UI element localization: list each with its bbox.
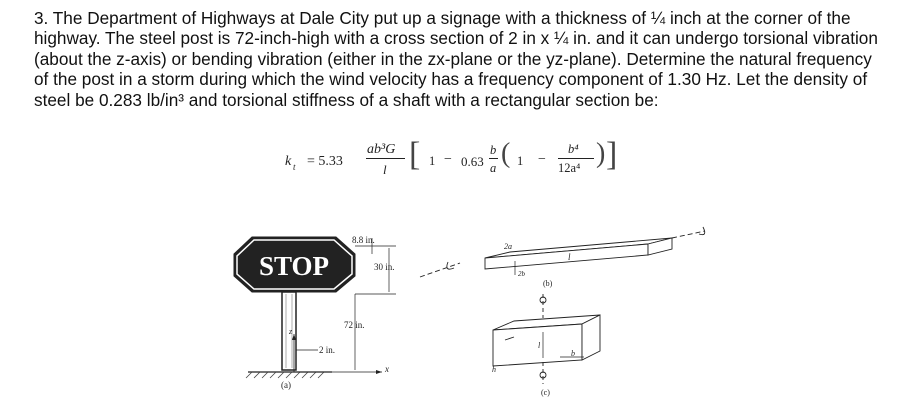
beam-b [420,227,705,277]
left-paren: ( [501,138,511,169]
right-paren: ) [596,138,606,169]
beam-c-label-h: h [492,365,496,374]
dim-post-width-label: 2 in. [319,345,336,355]
formula-minus-1: − [444,152,452,167]
right-bracket: ] [606,136,618,173]
formula-denominator-2: 12a⁴ [558,161,581,175]
beam-c [493,294,600,384]
dim-post-height-label: 72 in. [344,320,365,330]
figure-b-caption: (b) [543,279,553,288]
formula-one: 1 [429,154,436,168]
formula-equals-coefficient: = 5.33 [307,154,343,169]
formula-numerator-2: b⁴ [568,142,579,156]
beam-b-label-l: l [568,252,571,262]
formula-one-2: 1 [517,154,524,168]
dim-sign-width-label: 8.8 in. [352,235,375,245]
problem-statement: 3. The Department of Highways at Dale City put up a signage with a thickness of ¼ inch at the corner of the highway. The steel post is 72-inch-high with a cross section of 2 in x ¼ in. and it can undergo torsional vibration (about the z-axis) or bending vibration (either in the zx-plane or the yz-plane). Determine the natural frequency of the post in a storm during which the wind velocity has a frequency component of 1.30 Hz. Let the density of steel be 0.283 lb/in³ and torsional stiffness of a shaft with a rectangular section be: [34,8,878,110]
beam-b-label-2a: 2a [504,242,512,251]
formula-numerator-1: ab³G [367,142,396,157]
beam-c-label-b: b [571,349,575,358]
left-bracket: [ [409,136,421,173]
x-axis-label: x [385,364,389,374]
figure-c-caption: (c) [541,388,550,397]
beam-b-label-2b: 2b [518,270,525,278]
dim-sign-height-label: 30 in. [374,262,395,272]
formula-a: a [490,161,497,175]
stop-sign-assembly [234,237,396,378]
formula-minus-2: − [538,152,546,167]
stop-sign-text: STOP [258,251,330,281]
z-axis-label: z [289,327,293,336]
formula-lhs: k [285,154,292,169]
formula-lhs-subscript: t [293,162,296,172]
formula-coefficient: 0.63 [461,154,484,169]
formula-b: b [490,143,497,157]
beam-c-label-l: l [538,341,541,350]
formula-denominator-1: l [383,162,387,177]
figure-a-caption: (a) [281,380,291,390]
